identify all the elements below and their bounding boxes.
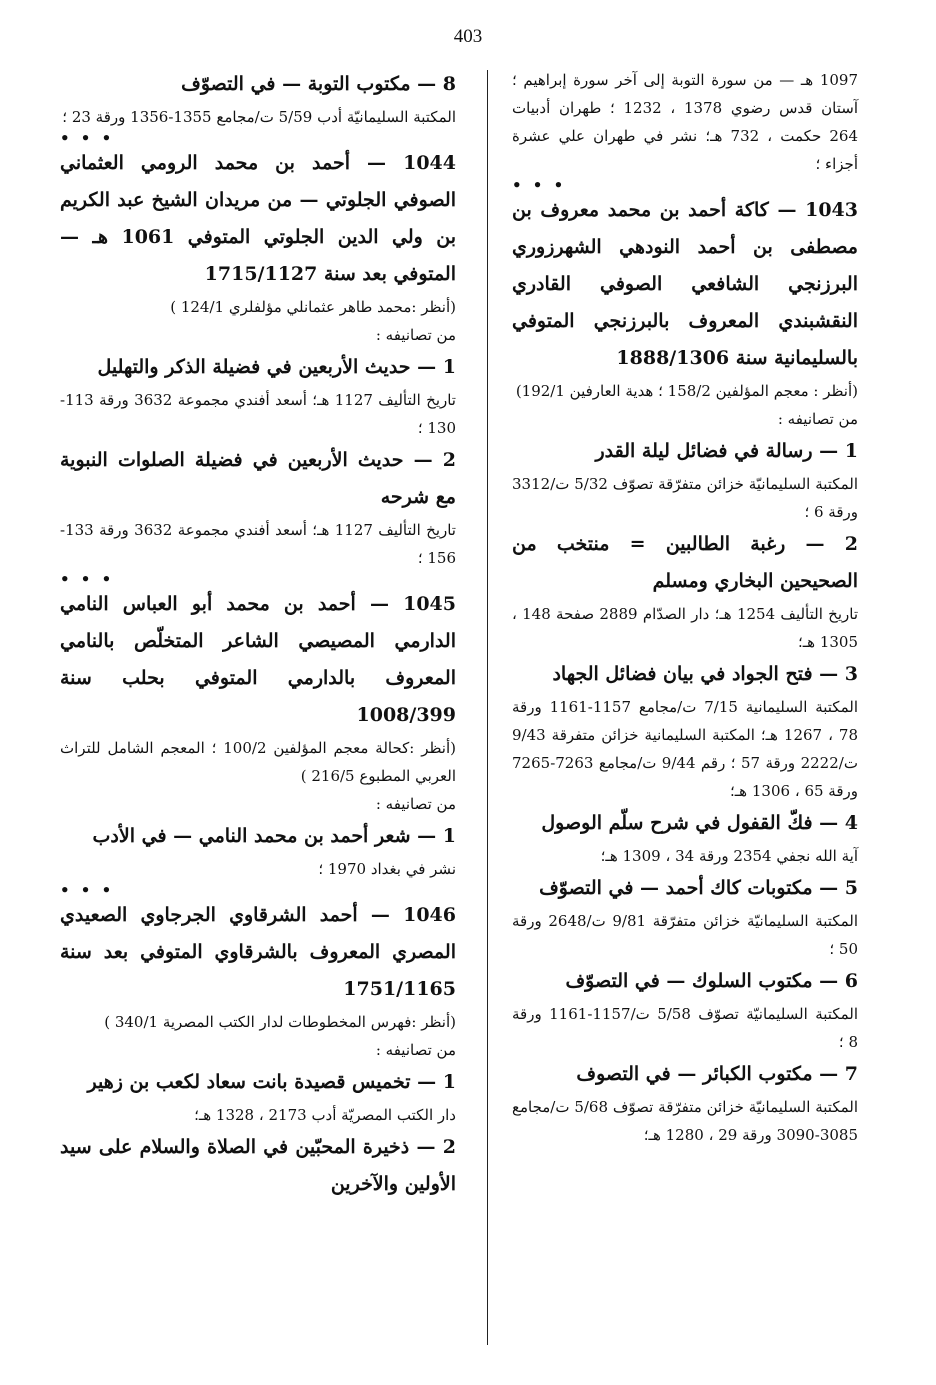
entry-text: المكتبة السليمانيّة خزائن متفرّقة تصوّف 5/32 ت/3312 ورقة 6 ؛: [512, 475, 858, 521]
entry-text: من تصانيفه :: [375, 326, 456, 344]
entry-heading: 3 — فتح الجواد في بيان فضائل الجهاد: [552, 663, 858, 685]
page-number: 403: [453, 26, 483, 47]
entry-heading: 2 — رغبة الطالبين = منتخب من الصحيحين البخاري ومسلم: [512, 533, 858, 592]
entry-text: (أنظر : معجم المؤلفين 158/2 ؛ هدية العارفين 192/1): [515, 382, 858, 400]
entry-heading: 1044 — أحمد بن محمد الرومي العثماني الصوفي الجلوتي — من مريدان الشيخ عبد الكريم بن ولي الدين الجلوتي المتوفي 1061 هـ — المتوفي بعد سنة 1715/1127: [60, 152, 456, 285]
entry-text: 1097 هـ — من سورة التوبة إلى آخر سورة إبراهيم ؛ آستان قدس رضوي 1378 ، 1232 ؛ طهران أدبيات 264 حكمت ، 732 هـ؛ نشر في طهران علي عشرة أجزاء ؛: [512, 71, 858, 173]
entry-heading: 1 — رسالة في فضائل ليلة القدر: [595, 440, 858, 462]
entry-heading: 6 — مكتوب السلوك — في التصوّف: [565, 970, 858, 992]
entry-heading: 2 — حديث الأربعين في فضيلة الصلوات النبوية مع شرحه: [60, 449, 456, 508]
entry-heading: 4 — فكّ القفول في شرح سلّم الوصول: [541, 812, 858, 834]
entry-heading: 1043 — كاكة أحمد بن محمد معروف بن مصطفى بن أحمد النودهي الشهرزوري البرزنجي الشافعي الصوفي القادري النقشبندي المعروف بالبرزنجي المتوفي بالسليمانية سنة 1888/1306: [512, 199, 858, 369]
entry-text: المكتبة السليمانية 7/15 ت/مجامع 1157-1161 ورقة 78 ، 1267 هـ؛ المكتبة السليمانية خزائن متفرقة 9/43 ت/2222 ورقة 57 ؛ رقم 9/44 ت/مجامع 7263-7265 ورقة 65 ، 1306 هـ؛: [512, 698, 859, 800]
separator: • • •: [60, 570, 115, 588]
entry-heading: 1 — تخميس قصيدة بانت سعاد لكعب بن زهير: [87, 1071, 456, 1093]
entry-text: من تصانيفه :: [777, 410, 858, 428]
entry-heading: 7 — مكتوب الكبائر — في التصوف: [576, 1063, 858, 1085]
entry-text: (أنظر :كحالة معجم المؤلفين 100/2 ؛ المعجم الشامل للتراث العربي المطبوع 216/5 ): [60, 739, 456, 785]
entry-text: المكتبة السليمانيّة أدب 5/59 ت/مجامع 1355-1356 ورقة 23 ؛: [62, 108, 456, 126]
entry-heading: 1046 — أحمد الشرقاوي الجرجاوي الصعيدي المصري المعروف بالشرقاوي المتوفي بعد سنة 1751/1165: [60, 904, 456, 1000]
entry-text: (أنظر :محمد طاهر عثمانلي مؤلفلري 124/1 ): [170, 298, 456, 316]
entry-heading: 8 — مكتوب التوبة — في التصوّف: [181, 73, 456, 95]
entry-text: المكتبة السليمانيّة خزائن متفرّقة 9/81 ت/2648 ورقة 50 ؛: [512, 912, 858, 958]
column-divider: [487, 70, 488, 1345]
right-column: [512, 66, 858, 1149]
separator: • • •: [60, 129, 115, 147]
entry-text: من تصانيفه :: [375, 1041, 456, 1059]
entry-text: من تصانيفه :: [375, 795, 456, 813]
entry-heading: 1 — حديث الأربعين في فضيلة الذكر والتهليل: [97, 356, 456, 378]
separator: • • •: [512, 176, 567, 194]
entry-text: المكتبة السليمانيّة تصوّف 5/58 ت/1157-1161 ورقة 8 ؛: [512, 1005, 859, 1051]
entry-text: تاريخ التأليف 1127 هـ؛ أسعد أفندي مجموعة 3632 ورقة 133-156 ؛: [60, 521, 456, 567]
entry-text: دار الكتب المصريّة أدب 2173 ، 1328 هـ؛: [194, 1106, 456, 1124]
entry-text: (أنظر :فهرس المخطوطات لدار الكتب المصرية 340/1 ): [104, 1013, 456, 1031]
left-column: [60, 66, 456, 1203]
entry-heading: 1 — شعر أحمد بن محمد النامي — في الأدب: [92, 825, 456, 847]
entry-text: تاريخ التأليف 1254 هـ؛ دار الصدّام 2889 صفحة 148 ، 1305 هـ؛: [512, 605, 859, 651]
entry-heading: 2 — ذخيرة المحبّين في الصلاة والسلام على سيد الأولين والآخرين: [60, 1136, 456, 1195]
entry-text: نشر في بغداد 1970 ؛: [318, 860, 456, 878]
entry-heading: 5 — مكتوبات كاك أحمد — في التصوّف: [539, 877, 858, 899]
entry-text: المكتبة السليمانيّة خزائن متفرّقة تصوّف 5/68 ت/مجامع 3085-3090 ورقة 29 ، 1280 هـ؛: [512, 1098, 859, 1144]
entry-heading: 1045 — أحمد بن محمد أبو العباس النامي الدارمي المصيصي الشاعر المتخلّص بالنامي المعروف بالدارمي المتوفي بحلب سنة 1008/399: [60, 593, 456, 726]
separator: • • •: [60, 881, 115, 899]
entry-text: آية الله نجفي 2354 ورقة 34 ، 1309 هـ؛: [600, 847, 858, 865]
entry-text: تاريخ التأليف 1127 هـ؛ أسعد أفندي مجموعة 3632 ورقة 113-130 ؛: [60, 391, 456, 437]
